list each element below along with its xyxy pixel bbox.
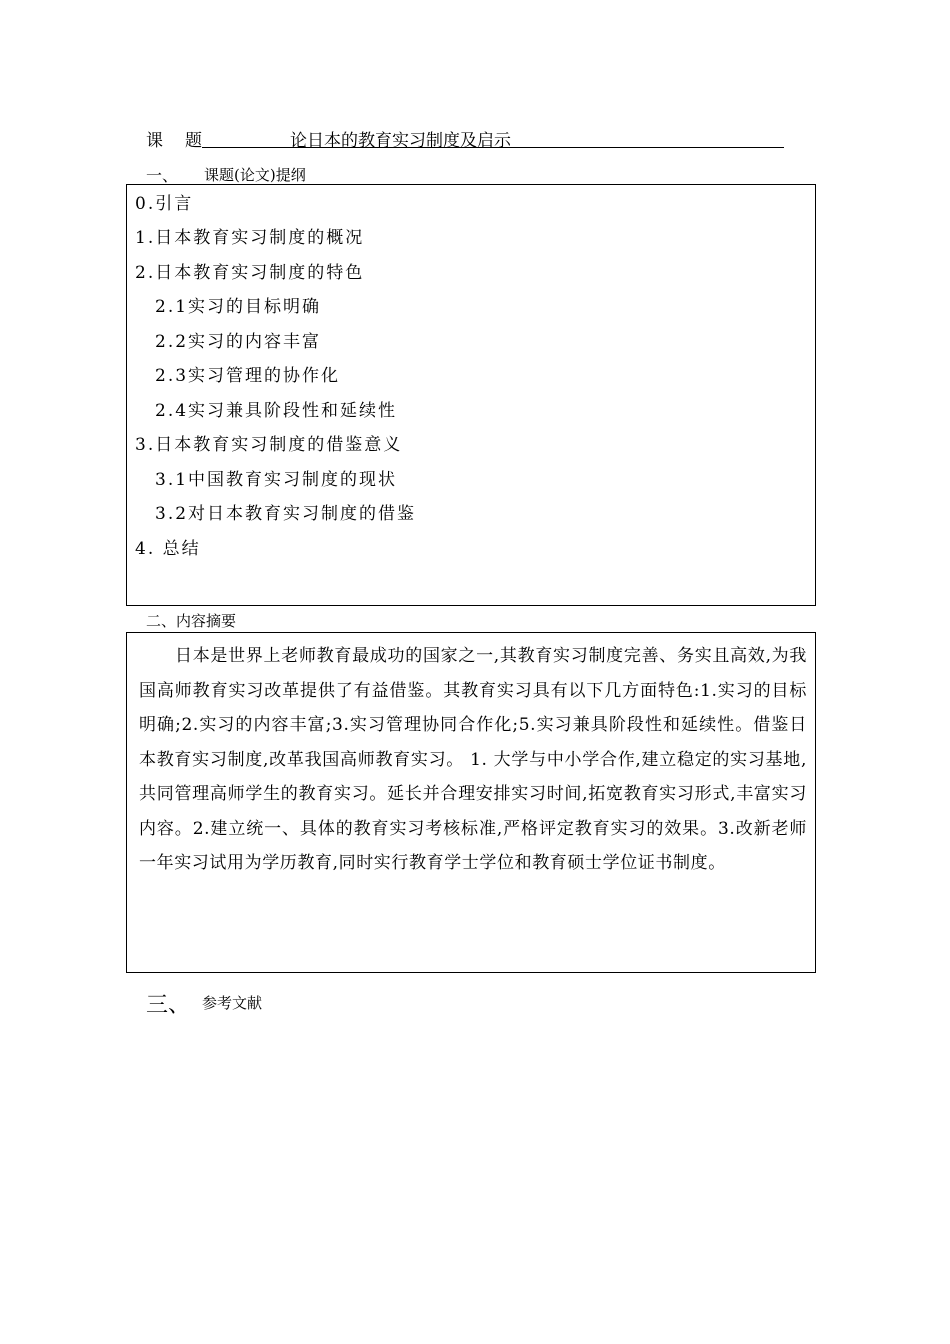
summary-box [126,632,816,973]
outline-item: 2.4实习兼具阶段性和延续性 [155,401,398,421]
section2-title: 二、内容摘要 [146,612,237,630]
outline-item: 2.1实习的目标明确 [155,297,322,317]
section3-number: 三、 [146,993,191,1018]
outline-item: 2.3实习管理的协作化 [155,366,341,386]
section1-number: 一、 [146,166,179,185]
outline-item: 1.日本教育实习制度的概况 [135,228,365,248]
summary-paragraph: 日本是世界上老师教育最成功的国家之一,其教育实习制度完善、务实且高效,为我国高师教育实习改革提供了有益借鉴。其教育实习具有以下几方面特色:1.实习的目标明确;2.实习的内容丰富;3.实习管理协同合作化;5.实习兼具阶段性和延续性。借鉴日本教育实习制度,改革我国高师教育实习。 1. 大学与中小学合作,建立稳定的实习基地,共同管理高师学生的教育实习。延长并合理安排实习时间,拓宽教育实习形式,丰富实习内容。2.建立统一、具体的教育实习考核标准,严格评定教育实习的效果。3.改新老师一年实习试用为学历教育,同时实行教育学士学位和教育硕士学位证书制度。 [139,646,807,873]
section1-title: 课题(论文)提纲 [204,166,306,184]
topic-label-char-2: 题 [185,131,202,151]
topic-title: 论日本的教育实习制度及启示 [290,131,511,151]
outline-item: 3.日本教育实习制度的借鉴意义 [135,435,403,455]
section3-title: 参考文献 [202,994,263,1012]
outline-item: 0.引言 [135,194,194,214]
outline-item: 3.2对日本教育实习制度的借鉴 [155,504,417,524]
outline-item: 4. 总结 [135,539,201,559]
outline-item: 2.日本教育实习制度的特色 [135,263,365,283]
outline-item: 3.1中国教育实习制度的现状 [155,470,398,490]
outline-item: 2.2实习的内容丰富 [155,332,322,352]
outline-box [126,184,816,606]
topic-label-char-1: 课 [146,131,163,151]
topic-label [146,126,202,151]
